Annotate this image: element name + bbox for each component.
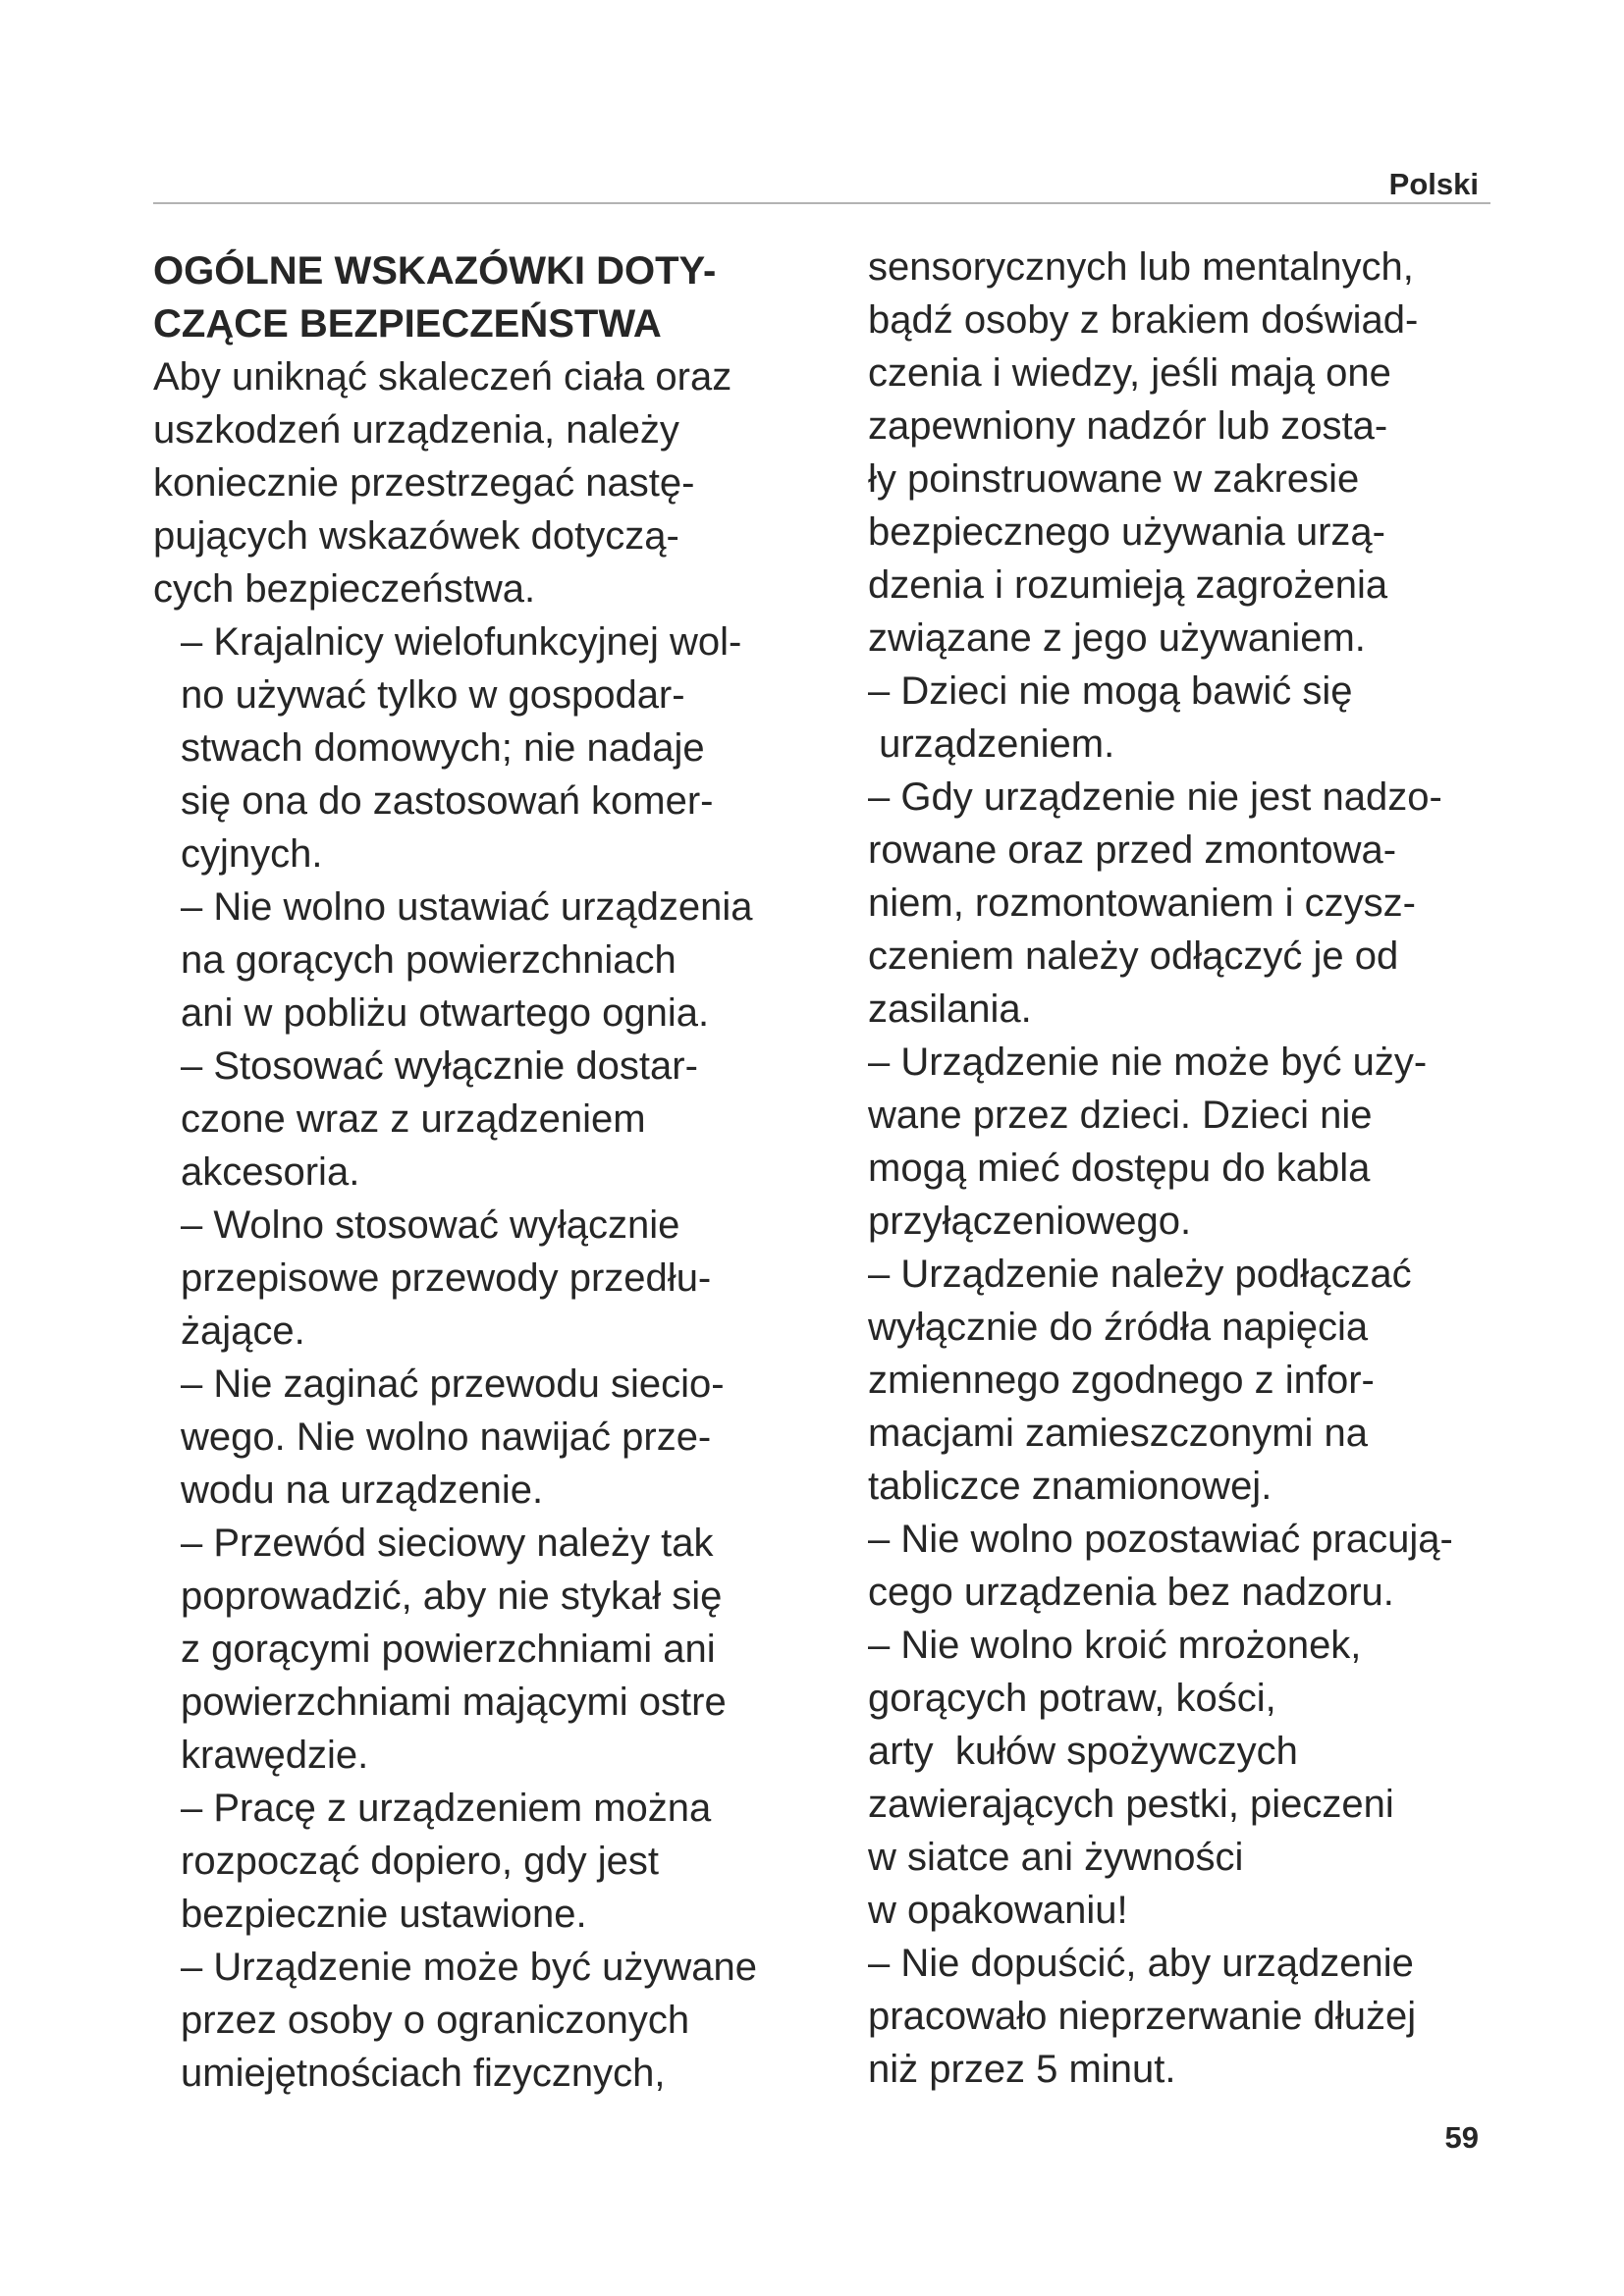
text-line: koniecznie przestrzegać nastę-: [153, 461, 695, 505]
text-line: – Nie wolno pozostawiać pracują-: [868, 1518, 1453, 1561]
text-line: ły poinstruowane w zakresie: [868, 457, 1360, 501]
text-line: no używać tylko w gospodar-: [181, 673, 685, 717]
text-line: dzenia i rozumieją zagrożenia: [868, 563, 1388, 607]
text-line: – Wolno stosować wyłącznie: [181, 1203, 680, 1247]
text-line: powierzchniami mającymi ostre: [181, 1681, 727, 1724]
text-line: rozpocząć dopiero, gdy jest: [181, 1840, 659, 1883]
text-line: przyłączeniowego.: [868, 1200, 1192, 1243]
page-number: 59: [1444, 2120, 1479, 2155]
text-line: rowane oraz przed zmontowa-: [868, 828, 1397, 872]
header-divider: [153, 202, 1490, 204]
text-line: cych bezpieczeństwa.: [153, 567, 536, 611]
text-line: bądź osoby z brakiem doświad-: [868, 298, 1419, 342]
text-line: wane przez dzieci. Dzieci nie: [868, 1094, 1373, 1137]
text-line: – Nie wolno kroić mrożonek,: [868, 1624, 1362, 1667]
section-heading: [153, 240, 840, 350]
text-line: na gorących powierzchniach: [181, 938, 677, 982]
right-column: [868, 240, 1555, 2096]
text-line: cego urządzenia bez nadzoru.: [868, 1571, 1394, 1614]
text-line: żające.: [181, 1309, 305, 1353]
intro-paragraph: [153, 350, 840, 615]
text-line: – Urządzenie nie może być uży-: [868, 1041, 1428, 1084]
safety-items-list: [153, 615, 840, 2100]
text-line: czone wraz z urządzeniem: [181, 1097, 646, 1141]
text-line: – Urządzenie może być używane: [181, 1946, 757, 1989]
text-line: macjami zamieszczonymi na: [868, 1412, 1369, 1455]
text-line: się ona do zastosowań komer-: [181, 779, 714, 823]
text-line: gorących potraw, kości,: [868, 1677, 1276, 1720]
text-line: krawędzie.: [181, 1734, 369, 1777]
text-line: mogą mieć dostępu do kabla: [868, 1147, 1371, 1190]
text-line: – Pracę z urządzeniem można: [181, 1787, 712, 1830]
text-line: akcesoria.: [181, 1150, 360, 1194]
text-line: poprowadzić, aby nie stykał się: [181, 1575, 723, 1618]
text-line: czeniem należy odłączyć je od: [868, 934, 1399, 978]
header-language-label: Polski: [1388, 167, 1479, 201]
text-line: niż przez 5 minut.: [868, 2048, 1176, 2091]
text-line: ani w pobliżu otwartego ognia.: [181, 991, 710, 1035]
text-line: – Przewód sieciowy należy tak: [181, 1522, 714, 1565]
text-line: z gorącymi powierzchniami ani: [181, 1628, 716, 1671]
text-line: umiejętnościach fizycznych,: [181, 2052, 666, 2095]
text-line: związane z jego używaniem.: [868, 616, 1366, 660]
text-line: zapewniony nadzór lub zosta-: [868, 404, 1388, 448]
text-line: zmiennego zgodnego z infor-: [868, 1359, 1375, 1402]
text-line: sensorycznych lub mentalnych,: [868, 245, 1414, 289]
text-line: bezpiecznego używania urzą-: [868, 510, 1385, 554]
text-line: tabliczce znamionowej.: [868, 1465, 1272, 1508]
heading-line: OGÓLNE WSKAZÓWKI DOTY-: [153, 249, 717, 293]
text-line: wyłącznie do źródła napięcia: [868, 1306, 1369, 1349]
text-line: w siatce ani żywności: [868, 1836, 1244, 1879]
text-line: – Stosować wyłącznie dostar-: [181, 1044, 698, 1088]
text-line: w opakowaniu!: [868, 1889, 1128, 1932]
text-line: – Urządzenie należy podłączać: [868, 1253, 1412, 1296]
text-line: wodu na urządzenie.: [181, 1468, 544, 1512]
text-line: pujących wskazówek dotyczą-: [153, 514, 679, 558]
text-line: – Krajalnicy wielofunkcyjnej wol-: [181, 620, 742, 664]
text-line: – Nie dopuścić, aby urządzenie: [868, 1942, 1414, 1985]
text-line: przepisowe przewody przedłu-: [181, 1256, 712, 1300]
text-line: cyjnych.: [181, 832, 323, 876]
text-line: pracowało nieprzerwanie dłużej: [868, 1995, 1417, 2038]
text-line: przez osoby o ograniczonych: [181, 1999, 690, 2042]
text-line: – Dzieci nie mogą bawić się: [868, 669, 1353, 713]
left-column: [153, 240, 840, 2100]
text-line: niem, rozmontowaniem i czysz-: [868, 881, 1416, 925]
text-line: stwach domowych; nie nadaje: [181, 726, 705, 770]
text-line: – Nie wolno ustawiać urządzenia: [181, 885, 753, 929]
text-line: zawierających pestki, pieczeni: [868, 1783, 1394, 1826]
text-line: arty kułów spożywczych: [868, 1730, 1298, 1773]
text-line: uszkodzeń urządzenia, należy: [153, 408, 679, 452]
text-line: wego. Nie wolno nawijać prze-: [181, 1415, 712, 1459]
text-line: bezpiecznie ustawione.: [181, 1893, 587, 1936]
text-line: – Gdy urządzenie nie jest nadzo-: [868, 775, 1442, 819]
text-line: zasilania.: [868, 988, 1032, 1031]
text-line: – Nie zaginać przewodu siecio-: [181, 1362, 725, 1406]
text-line: czenia i wiedzy, jeśli mają one: [868, 351, 1391, 395]
text-line: Aby uniknąć skaleczeń ciała oraz: [153, 355, 732, 399]
heading-line: CZĄCE BEZPIECZEŃSTWA: [153, 302, 662, 346]
text-line: urządzeniem.: [868, 722, 1115, 766]
